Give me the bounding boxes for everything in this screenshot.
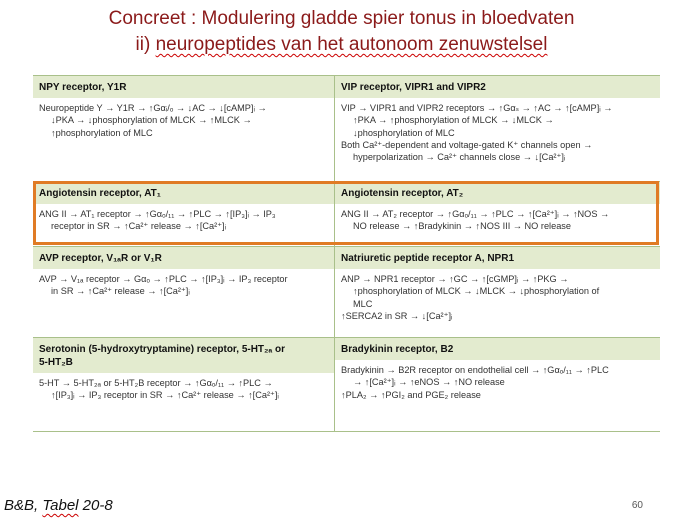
cell-line: ANG II → AT₁ receptor → ↑Gαₒ/₁₁ → ↑PLC → ↑[IP₃]ᵢ → IP₃ <box>39 209 276 219</box>
cell-header-line-1: Serotonin (5-hydroxytryptamine) receptor, 5-HT₂ₐ or <box>39 344 286 355</box>
cell-body <box>335 360 660 401</box>
cell-line: ANG II → AT₂ receptor → ↑Gαₒ/₁₁ → ↑PLC → ↑[Ca²⁺]ᵢ → ↑NOS → <box>341 209 610 219</box>
receptor-table <box>33 75 660 431</box>
title-line-2-main: neuropeptides van het autonoom zenuwstelsel <box>155 34 548 55</box>
slide-title <box>0 6 683 58</box>
title-line-1: Concreet : Modulering gladde spier tonus in bloedvaten <box>108 8 575 29</box>
cell-line: Bradykinin → B2R receptor on endothelial cell → ↑Gαₒ/₁₁ → ↑PLC <box>341 365 609 375</box>
page-number: 60 <box>631 500 643 511</box>
source-tab: Tabel <box>42 497 79 514</box>
cell-line: → ↑[Ca²⁺]ᵢ → ↑eNOS → ↑NO release <box>353 377 505 388</box>
cell-line: Both Ca²⁺-dependent and voltage-gated K⁺ channels open → <box>341 139 593 150</box>
source-prefix: B&B, <box>4 497 43 514</box>
cell-line: AVP → V₁ₐ receptor → Gαₒ → ↑PLC → ↑[IP₃]ᵢ → IP₃ receptor <box>39 274 288 284</box>
table-row <box>33 337 660 432</box>
angiotensin-highlight-box <box>33 181 659 245</box>
cell-body <box>33 98 334 139</box>
cell-body <box>33 373 334 402</box>
cell-line: ↑phosphorylation of MLC <box>51 127 153 138</box>
cell-header: Angiotensin receptor, AT₂ <box>335 182 660 204</box>
table-row <box>33 246 660 338</box>
cell-line: VIP → VIPR1 and VIPR2 receptors → ↑Gαₛ → ↑AC → ↑[cAMP]ᵢ → <box>341 103 613 113</box>
table-cell-avp <box>33 247 335 338</box>
source-citation <box>4 497 113 514</box>
cell-line: hyperpolarization → Ca²⁺ channels close → ↓[Ca²⁺]ᵢ <box>353 152 566 163</box>
cell-line: MLC <box>353 298 373 309</box>
cell-line: ANP → NPR1 receptor → ↑GC → ↑[cGMP]ᵢ → ↑PKG → <box>341 274 569 284</box>
cell-line: ↑phosphorylation of MLCK → ↓MLCK → ↓phosphorylation of <box>353 286 600 297</box>
title-line-2 <box>0 32 683 58</box>
source-suffix: 20-8 <box>78 497 113 514</box>
cell-header: Bradykinin receptor, B2 <box>335 338 660 360</box>
table-cell-serotonin <box>33 338 335 431</box>
cell-body <box>335 98 660 163</box>
table-row <box>33 75 660 182</box>
cell-line: 5-HT → 5-HT₂ₐ or 5-HT₂B receptor → ↑Gαₒ/₁₁ → ↑PLC → <box>39 378 273 388</box>
cell-line: NO release → ↑Bradykinin → ↑NOS III → NO release <box>353 221 572 232</box>
table-cell-npy <box>33 76 335 182</box>
cell-header: NPY receptor, Y1R <box>33 76 334 98</box>
table-cell-npr1 <box>335 247 660 338</box>
cell-header-line-2: 5-HT₂B <box>39 357 73 368</box>
cell-line: ↓phosphorylation of MLC <box>353 127 455 138</box>
table-cell-bradykinin <box>335 338 660 431</box>
cell-header: VIP receptor, VIPR1 and VIPR2 <box>335 76 660 98</box>
cell-line: in SR → ↑Ca²⁺ release → ↑[Ca²⁺]ᵢ <box>51 286 190 297</box>
cell-line: ↑[IP₃]ᵢ → IP₃ receptor in SR → ↑Ca²⁺ release → ↑[Ca²⁺]ᵢ <box>51 390 279 401</box>
table-cell-vip <box>335 76 660 182</box>
cell-body <box>33 269 334 298</box>
cell-line: ↑SERCA2 in SR → ↓[Ca²⁺]ᵢ <box>341 310 453 321</box>
cell-header: AVP receptor, V₁ₐR or V₁R <box>33 247 334 269</box>
cell-line: ↓PKA → ↓phosphorylation of MLCK → ↑MLCK → <box>51 115 252 126</box>
cell-line: receptor in SR → ↑Ca²⁺ release → ↑[Ca²⁺]ᵢ <box>51 221 227 232</box>
cell-line: ↑PKA → ↑phosphorylation of MLCK → ↓MLCK → <box>353 115 554 126</box>
cell-header: Natriuretic peptide receptor A, NPR1 <box>335 247 660 269</box>
cell-body <box>335 269 660 322</box>
cell-line: ↑PLA₂ → ↑PGI₂ and PGE₂ release <box>341 389 481 400</box>
cell-header <box>33 338 334 373</box>
title-line-2-prefix: ii) <box>135 34 156 55</box>
cell-header: Angiotensin receptor, AT₁ <box>33 182 334 204</box>
cell-line: Neuropeptide Y → Y1R → ↑Gαᵢ/ₒ → ↓AC → ↓[cAMP]ᵢ → <box>39 103 267 113</box>
